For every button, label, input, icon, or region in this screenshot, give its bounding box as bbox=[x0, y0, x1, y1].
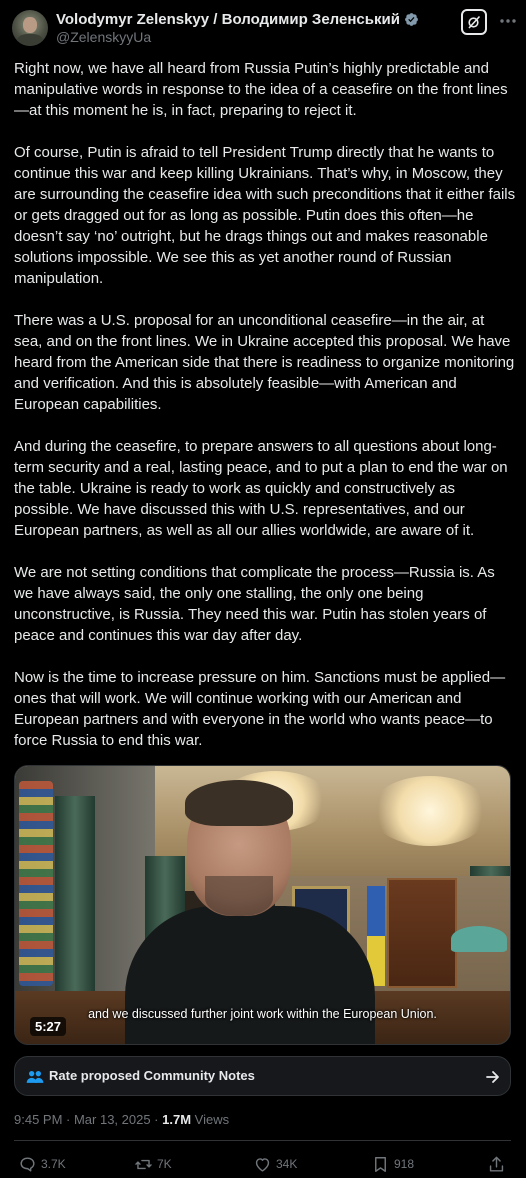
more-options-button[interactable] bbox=[497, 10, 519, 32]
grok-button[interactable] bbox=[461, 9, 487, 35]
community-notes-button[interactable] bbox=[14, 1056, 511, 1096]
video-person-body bbox=[125, 906, 375, 1045]
video-person-beard bbox=[205, 876, 273, 916]
share-icon bbox=[487, 1155, 506, 1174]
bookmark-button[interactable] bbox=[371, 1153, 414, 1175]
arrow-right-icon bbox=[483, 1067, 503, 1087]
reply-count: 3.7K bbox=[41, 1157, 66, 1171]
name-row bbox=[56, 9, 419, 29]
author-display-name[interactable]: Volodymyr Zelenskyy / Володимир Зеленський bbox=[56, 10, 400, 28]
tweet-text bbox=[14, 58, 516, 772]
community-notes-label: Rate proposed Community Notes bbox=[49, 1068, 255, 1083]
author-handle[interactable]: @ZelenskyyUa bbox=[56, 29, 152, 45]
tweet-meta bbox=[14, 1112, 229, 1127]
retweet-count: 7K bbox=[157, 1157, 172, 1171]
bookmark-count: 918 bbox=[394, 1157, 415, 1171]
tweet-paragraph: Now is the time to increase pressure on him. Sanctions must be applied—ones that will work. We will continue working with our American and European partners and with everyone in the world who wants peace—to force Russia to end this war. bbox=[14, 669, 506, 749]
video-curtain bbox=[55, 796, 95, 996]
share-button[interactable] bbox=[487, 1153, 506, 1175]
retweet-button[interactable] bbox=[134, 1153, 172, 1175]
tweet-paragraph: Right now, we have all heard from Russia Putin’s highly predictable and manipulative words in response to the idea of a ceasefire on the front lines—at this moment he is, in fact, preparing to reject it. bbox=[14, 60, 508, 119]
reply-button[interactable] bbox=[18, 1153, 66, 1175]
video-ceiling-light bbox=[370, 776, 490, 846]
bookmark-icon bbox=[371, 1155, 390, 1174]
avatar-body bbox=[17, 34, 43, 46]
tweet-paragraph: Of course, Putin is afraid to tell President Trump directly that he wants to continue this war and keep killing Ukrainians. That’s why, in Moscow, they are surrounding the ceasefire idea with such preconditions that it either fails or gets dragged out for as long as possible. Putin does this often—he doesn’t say ‘no’ outright, but he drags things out and makes reasonable solutions impossible. We see this as yet another round of Russian manipulation. bbox=[14, 144, 516, 287]
action-bar bbox=[0, 1150, 526, 1178]
video-lamp bbox=[451, 926, 507, 952]
tweet-paragraph: There was a U.S. proposal for an unconditional ceasefire—in the air, at sea, and on the front lines. We in Ukraine accepted this proposal. We have heard from the American side that there is readiness to organize monitoring and verification. And this is absolutely feasible—with American and European capabilities. bbox=[14, 312, 515, 413]
views-label: Views bbox=[191, 1112, 230, 1127]
community-notes-icon bbox=[25, 1067, 45, 1087]
video-person-hair bbox=[185, 780, 293, 826]
more-icon bbox=[499, 18, 517, 24]
avatar-face bbox=[23, 17, 37, 33]
video-cabinet bbox=[387, 878, 457, 988]
like-button[interactable] bbox=[253, 1153, 297, 1175]
tweet-paragraph: And during the ceasefire, to prepare answers to all questions about long-term security and a real, lasting peace, and to put a plan to end the war on the table. Ukraine is ready to work as quickly and constructively as possible. We have discussed this with U.S. representatives, and our European partners, as well as all our allies worldwide, are aware of it. bbox=[14, 438, 508, 539]
heart-icon bbox=[253, 1155, 272, 1174]
video-subtitle: and we discussed further joint work within the European Union. bbox=[88, 1007, 437, 1021]
views-count: 1.7M bbox=[162, 1112, 192, 1127]
verified-badge-icon bbox=[404, 12, 419, 27]
tweet-timestamp[interactable]: 9:45 PM · Mar 13, 2025 · bbox=[14, 1112, 163, 1127]
video-player[interactable] bbox=[14, 765, 511, 1045]
grok-icon bbox=[466, 14, 482, 30]
avatar[interactable] bbox=[12, 10, 48, 46]
video-duration: 5:27 bbox=[30, 1017, 66, 1036]
like-count: 34K bbox=[276, 1157, 298, 1171]
reply-icon bbox=[18, 1155, 37, 1174]
video-patch-wall bbox=[19, 781, 53, 986]
tweet-header bbox=[0, 0, 526, 56]
retweet-icon bbox=[134, 1155, 153, 1174]
tweet-paragraph: We are not setting conditions that complicate the process—Russia is. As we have always said, the only one stalling, the only one being unconstructive, is Russia. They need this war. Putin has stolen years of peace and continues this war day after day. bbox=[14, 564, 495, 644]
divider bbox=[14, 1140, 511, 1141]
